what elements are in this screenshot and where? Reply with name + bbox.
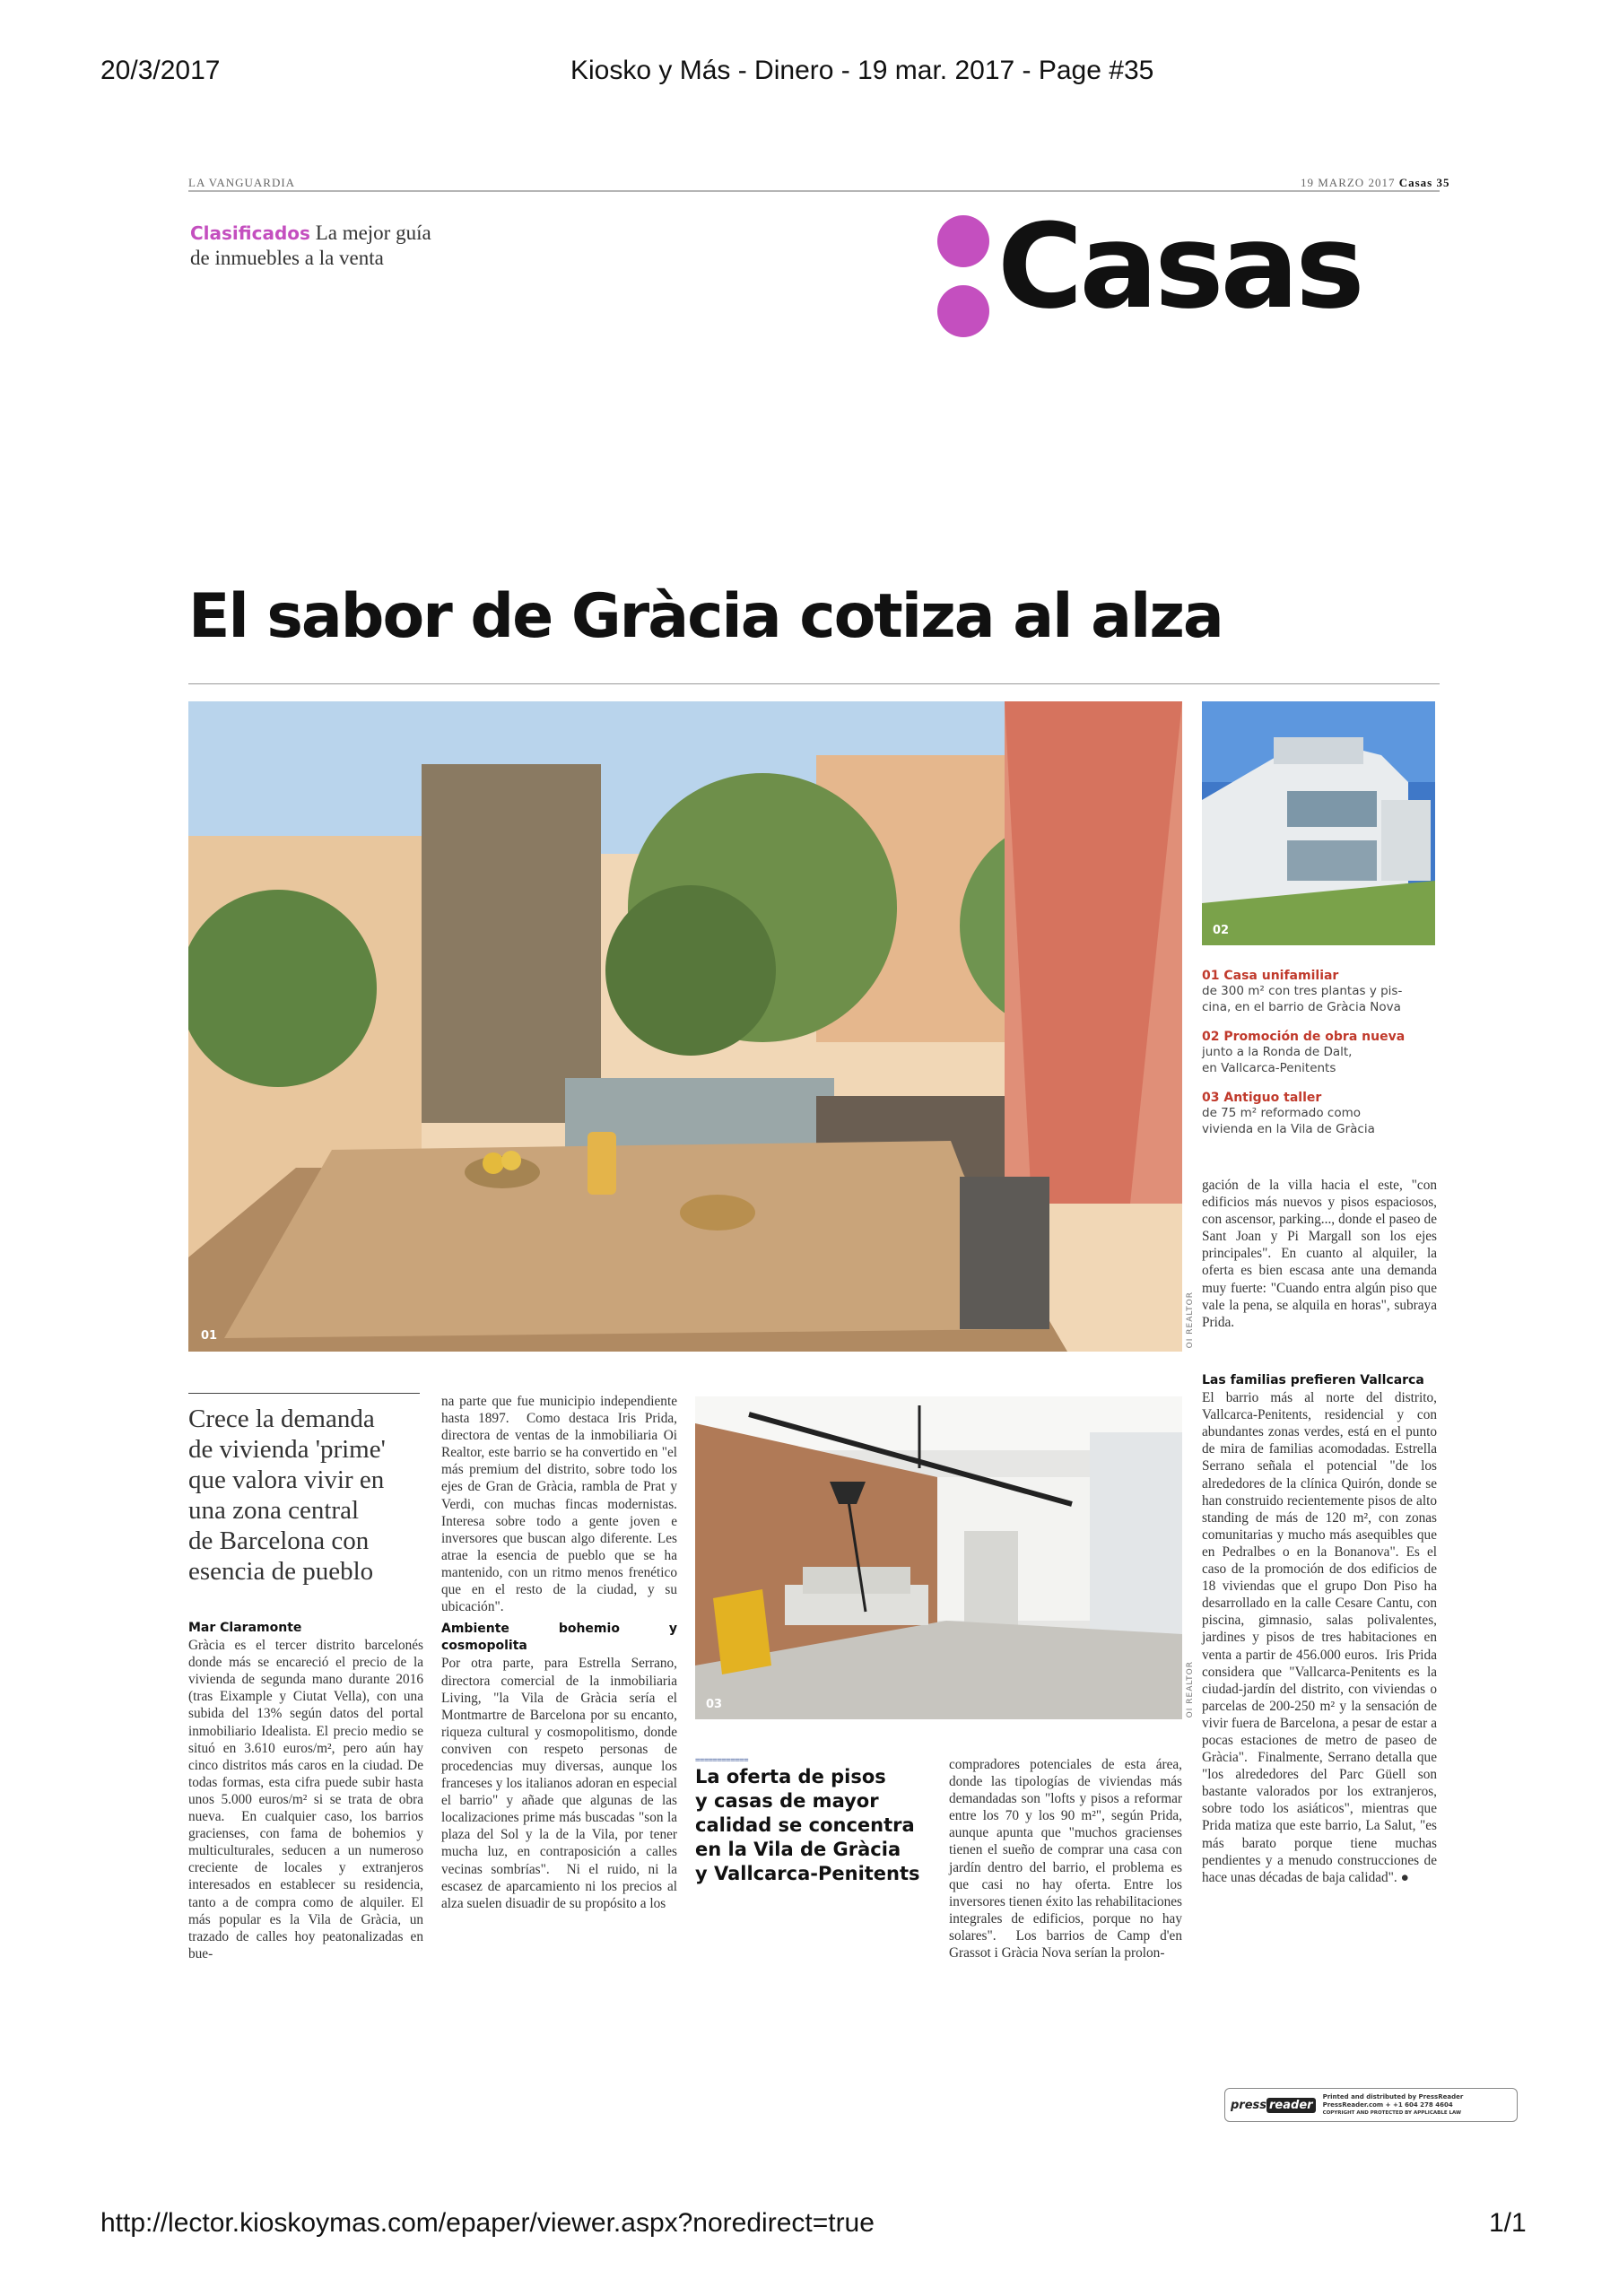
pressreader-logo-left: press xyxy=(1231,2098,1267,2112)
print-title: Kiosko y Más - Dinero - 19 mar. 2017 - Page #35 xyxy=(570,56,1154,85)
pull-quote xyxy=(695,1756,928,1886)
end-mark: ● xyxy=(1400,1869,1409,1885)
subhead-families: Las familias prefieren Vallcarca xyxy=(1202,1373,1424,1387)
pull-quote-line-1: La oferta de pisos xyxy=(695,1766,886,1787)
caption-01-text xyxy=(1202,983,1435,1015)
deck-line-1: Crece la demanda xyxy=(188,1405,375,1433)
pull-quote-text xyxy=(695,1765,928,1886)
pressreader-line-1: Printed and distributed by PressReader xyxy=(1322,2092,1464,2100)
deck-rule xyxy=(188,1393,420,1394)
masthead-date-text: 19 MARZO 2017 xyxy=(1301,176,1396,189)
print-url: http://lector.kioskoymas.com/epaper/viewer.aspx?noredirect=true xyxy=(100,2208,875,2238)
pull-quote-line-5: y Vallcarca-Penitents xyxy=(695,1863,920,1884)
print-page-number: 1/1 xyxy=(1489,2208,1527,2238)
caption-01-title: 01 Casa unifamiliar xyxy=(1202,969,1339,983)
byline: Mar Claramonte xyxy=(188,1621,302,1635)
deck-line-6: esencia de pueblo xyxy=(188,1557,374,1586)
pull-quote-line-2: y casas de mayor xyxy=(695,1790,879,1812)
caption-01-line-2: cina, en el barrio de Gràcia Nova xyxy=(1202,1000,1401,1014)
caption-03-text xyxy=(1202,1105,1435,1137)
caption-03-line-1: de 75 m² reformado como xyxy=(1202,1106,1362,1120)
photo-03-credit: OI REALTOR xyxy=(1186,1661,1195,1718)
deck-line-4: una zona central xyxy=(188,1496,360,1525)
pressreader-line-3: COPYRIGHT AND PROTECTED BY APPLICABLE LAW xyxy=(1322,2109,1462,2116)
captions-block xyxy=(1202,969,1435,1152)
column-4-top: gación de la villa hacia el este, "con edificios más nuevos y pisos espaciosos, con ascensor, parking..., donde el paseo de Sant Joan y Pi Margall son los ejes principales". En cuanto al alquiler, la oferta es bien escasa ante una demanda muy fuerte: "Cuando entra algún piso que vale la pena, se alquila en horas", subraya Prida. xyxy=(1202,1178,1437,1330)
building-illustration xyxy=(1202,701,1435,945)
caption-03-line-2: vivienda en la Vila de Gràcia xyxy=(1202,1122,1375,1136)
caption-01-line-1: de 300 m² con tres plantas y pis- xyxy=(1202,984,1403,998)
headline: El sabor de Gràcia cotiza al alza xyxy=(188,581,1223,652)
caption-02-line-1: junto a la Ronda de Dalt, xyxy=(1202,1045,1353,1059)
section-intro xyxy=(190,221,431,270)
deck-line-5: de Barcelona con xyxy=(188,1526,370,1555)
pressreader-logo xyxy=(1231,2099,1316,2112)
caption-02-text xyxy=(1202,1044,1435,1076)
pull-quote-line-3: calidad se concentra xyxy=(695,1814,915,1836)
logo-dot-bottom xyxy=(937,285,989,337)
subhead-bohemian: Ambiente bohemio y cosmopolita xyxy=(441,1622,677,1654)
patio-illustration xyxy=(188,701,1182,1352)
print-date: 20/3/2017 xyxy=(100,56,221,85)
newspaper-name: LA VANGUARDIA xyxy=(188,176,296,189)
column-3: compradores potenciales de esta área, donde las tipologías de viviendas más demandadas son "lofts y pisos a reformar entre los 70 y los 90 m²", según Prida, aunque apunta que "muchos gracienses tienen el sueño de comprar una casa con jardín dentro del barrio, el problema es que casi no hay oferta. Entre los inversores tienen éxito las rehabilitaciones integrales de edificios, porque no hay solares". Los barrios de Camp d'en Grassot i Gràcia Nova serían la prolon- xyxy=(949,1757,1182,1961)
deck-line-3: que valora vivir en xyxy=(188,1465,385,1494)
column-2-text-a: na parte que fue municipio independiente hasta 1897. Como destaca Iris Prida, directora de ventas de la inmobiliaria Oi Realtor, este barrio se ha convertido en "el más premium del distrito, sobre todo los ejes de Gran de Gràcia, rambla de Prat y Verdi, con muchas fincas modernistas. Interesa sobre todo a gente joven e inversores que buscan algo diferente. Les atrae la esencia de pueblo que se ha mantenido, con un ritmo menos frenético que en el resto de la ciudad, y su ubicación". xyxy=(441,1394,677,1615)
deck xyxy=(188,1404,435,1587)
pull-quote-rule: ============ xyxy=(695,1756,749,1765)
casas-logo: Casas xyxy=(997,198,1362,335)
classified-label: Clasificados xyxy=(190,222,310,244)
photo-01-number: 01 xyxy=(201,1329,218,1343)
masthead-rule xyxy=(188,190,1440,192)
caption-03-title: 03 Antiguo taller xyxy=(1202,1091,1322,1105)
pressreader-line-2: PressReader.com + +1 604 278 4604 xyxy=(1322,2100,1453,2109)
masthead-page: 35 xyxy=(1436,176,1450,189)
column-4-bottom-paragraph xyxy=(1202,1389,1437,1886)
casas-logo-dots xyxy=(937,215,1000,350)
pressreader-badge xyxy=(1224,2088,1518,2122)
column-2-text-b: Por otra parte, para Estrella Serrano, directora comercial de la inmobiliaria Living, "la Vila de Gràcia sería el Montmartre de Barcelona por su encanto, riqueza cultural y cosmopolitismo, donde conviven con respeto personas de procedencias muy diversas, aunque los franceses y los italianos adoran en especial el barrio" y añade que algunas de las localizaciones prime más buscadas "son la plaza del Sol y la de la Vila, por tener mucha luz, en contraposición a calles vecinas sombrías". Ni el ruido, ni la escasez de aparcamiento ni los precios al alza suelen disuadir de su propósito a los xyxy=(441,1656,677,1911)
pressreader-text xyxy=(1323,2093,1464,2118)
masthead-section: Casas xyxy=(1398,176,1433,189)
caption-02-title: 02 Promoción de obra nueva xyxy=(1202,1030,1406,1044)
deck-line-2: de vivienda 'prime' xyxy=(188,1435,386,1464)
photo-02-number: 02 xyxy=(1213,924,1230,937)
photo-03-number: 03 xyxy=(706,1698,723,1711)
column-2 xyxy=(441,1393,677,1912)
column-1 xyxy=(188,1620,423,1962)
masthead-date xyxy=(1301,176,1449,190)
photo-loft xyxy=(695,1396,1182,1719)
column-4-bottom xyxy=(1202,1372,1437,1886)
column-1-text: Gràcia es el tercer distrito barcelonés donde más se encareció el precio de la vivienda de segunda mano durante 2016 (tras Eixample y Ciutat Vella), con una subida del 13% según datos del portal inmobiliario Idealista. El precio medio se situó en 3.610 euros/m², pero aún hay cinco distritos más caros en la ciudad. De todas formas, esta cifra puede subir hasta unos 5.000 euros/m² si se trata de obra nueva. En cualquier caso, los barrios gracienses, con fama de bohemios y multiculturales, seducen a un numeroso creciente de locales y extranjeros interesados en establecer su residencia, tanto a de compra como de alquiler. El más popular es la Vila de Gràcia, un trazado de calles hoy peatonalizadas en bue- xyxy=(188,1638,423,1961)
tagline-line-1: La mejor guía xyxy=(315,222,431,244)
pull-quote-line-4: en la Vila de Gràcia xyxy=(695,1839,901,1860)
caption-02-line-2: en Vallcarca-Penitents xyxy=(1202,1061,1336,1075)
photo-01-credit: OI REALTOR xyxy=(1186,1292,1195,1349)
tagline-line-2: de inmuebles a la venta xyxy=(190,247,384,269)
photo-patio xyxy=(188,701,1182,1352)
loft-illustration xyxy=(695,1396,1182,1719)
headline-rule xyxy=(188,683,1440,684)
photo-building xyxy=(1202,701,1435,945)
pressreader-logo-right: reader xyxy=(1266,2098,1316,2113)
logo-dot-top xyxy=(937,215,989,267)
column-4-bottom-text: El barrio más al norte del distrito, Vallcarca-Penitents, residencial y con abundantes zonas verdes, está en el punto de mira de familias acomodadas. Estrella Serrano señala el potencial "de los alrededores de la clínica Quirón, donde se han construido recientemente pisos de alto standing de más de 120 m², con zonas comunitarias y mucho más asequibles que en Pedralbes o en la Bonanova". Es el caso de la promoción de dos edificios de 18 viviendas que el grupo Don Piso ha desarrollado en la calle Cesare Cantu, con piscina, gimnasio, salas polivalentes, jardines y pisos de tres habitaciones en venta a partir de 456.000 euros. Iris Prida considera que "Vallcarca-Penitents es la ciudad-jardín del distrito, con viviendas o parcelas de 200-250 m² y la sensación de vivir fuera de Barcelona, a pesar de estar a pocas estaciones de metro de paseo de Gràcia". Finalmente, Serrano detalla que "los alrededores del Parc Güell son bastante valorados por los extranjeros, sobre todo los asiáticos", mientras que Prida matiza que este barrio, La Salut, "es más barato porque tiene muchas pendientes y a menudo construcciones de hace unas décadas de baja calidad". xyxy=(1202,1390,1437,1885)
